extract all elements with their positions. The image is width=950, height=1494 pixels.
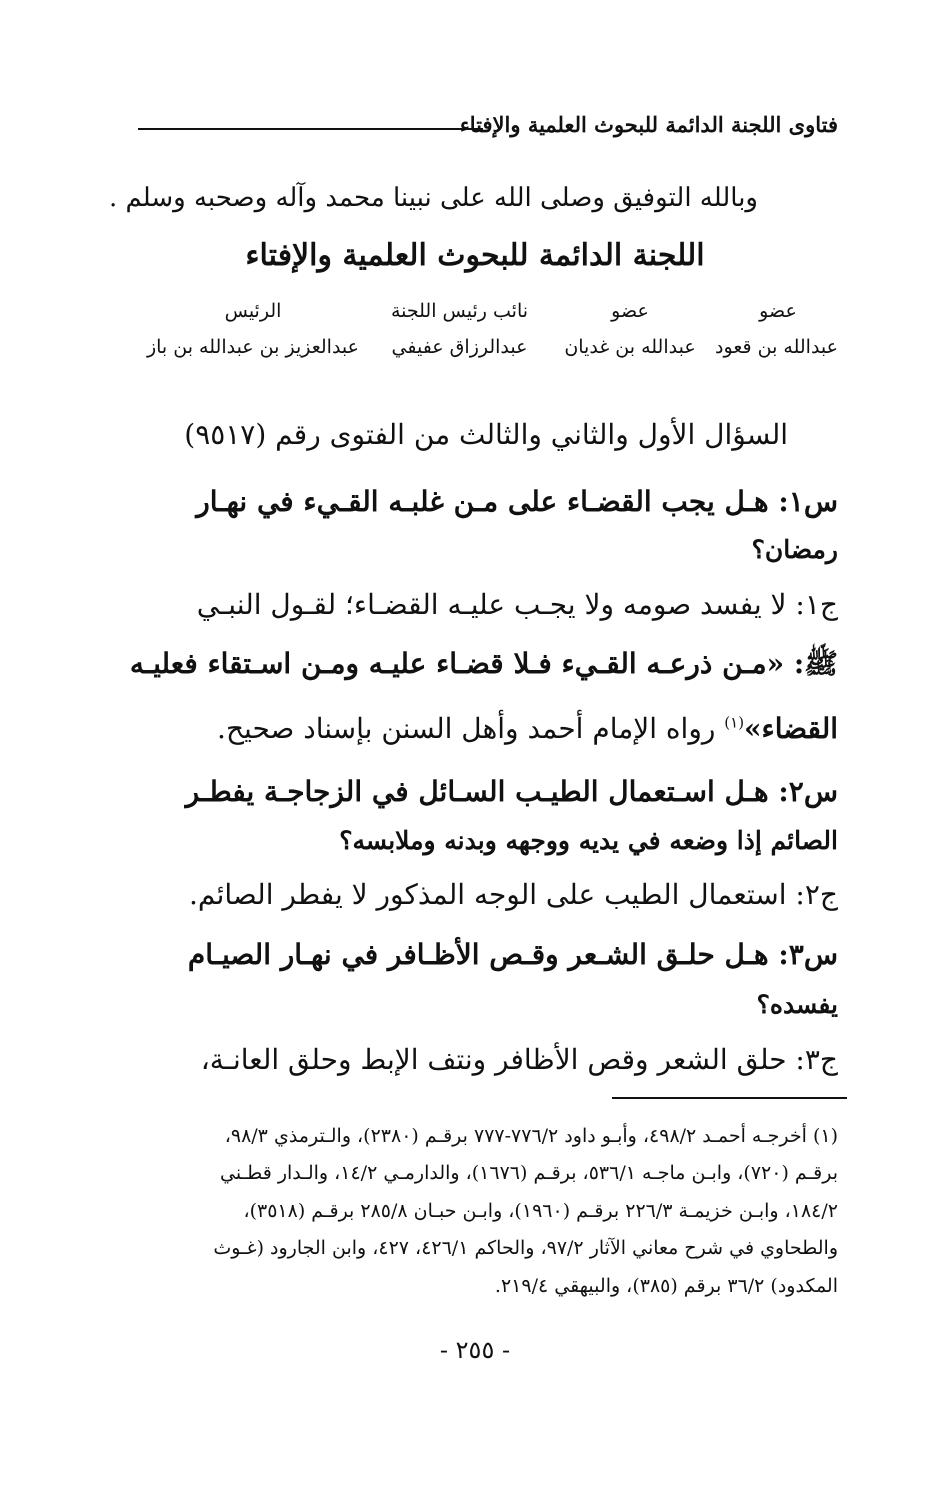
- fatwa-heading: السؤال الأول والثاني والثالث من الفتوى رقم (٩٥١٧): [184, 418, 788, 451]
- answer-2-line-1: ج٢: استعمال الطيب على الوجه المذكور لا يفطر الصائم.: [189, 878, 838, 911]
- hadith-end: القضاء»: [744, 712, 838, 745]
- running-header-title: فتاوى اللجنة الدائمة للبحوث العلمية والإفتاء: [459, 112, 838, 137]
- footnote-line-5: المكدود) ٣٦/٢ برقم (٣٨٥)، والبيهقي ٢١٩/٤.: [494, 1275, 838, 1297]
- signature-role: عضو: [759, 300, 797, 322]
- header-rule: [138, 128, 483, 130]
- footnote-rule: [612, 1097, 847, 1099]
- answer-3-line-1: ج٣: حلق الشعر وقص الأظافر ونتف الإبط وحلق العانـة،: [200, 1043, 838, 1076]
- signature-name: عبدالله بن غديان: [564, 336, 696, 358]
- signature-member-3: [372, 300, 547, 358]
- question-3-line-2: يفسده؟: [756, 990, 838, 1019]
- hadith-source: رواه الإمام أحمد وأهل السنن بإسناد صحيح.: [217, 712, 725, 745]
- question-2-line-1: س٢: هـل اسـتعمال الطيـب السـائل في الزجاجـة يفطـر: [185, 775, 838, 808]
- answer-1-line-1: ج١: لا يفسد صومه ولا يجـب عليـه القضـاء؛ لقـول النبـي: [196, 588, 838, 621]
- question-1-line-1: س١: هـل يجب القضـاء على مـن غلبـه القـيء في نهـار: [196, 485, 838, 518]
- footnote-line-1: (١) أخرجـه أحمـد ٤٩٨/٢، وأبـو داود ٧٧٦/٢-٧٧٧ برقـم (٢٣٨٠)، والـترمذي ٩٨/٣،: [224, 1125, 838, 1147]
- signature-member-1: [715, 300, 838, 358]
- question-2-line-2: الصائم إذا وضعه في يديه ووجهه وبدنه وملابسه؟: [339, 826, 838, 855]
- footnote-line-2: برقـم (٧٢٠)، وابـن ماجـه ٥٣٦/١، برقـم (١٦٧٦)، والدارمـي ١٤/٢، والـدار قطـني: [220, 1162, 838, 1184]
- signature-name: عبدالرزاق عفيفي: [391, 336, 528, 358]
- answer-1-line-2: ﷺ: «مـن ذرعـه القـيء فـلا قضـاء عليـه ومـن اسـتقاء فعليـه: [129, 647, 838, 680]
- footnote-ref: (١): [724, 713, 745, 732]
- signature-role: الرئيس: [224, 300, 282, 322]
- question-3-line-1: س٣: هـل حلـق الشـعر وقـص الأظـافر في نهـار الصيـام: [187, 938, 838, 971]
- page-number: - ٢٥٥ -: [439, 1336, 511, 1364]
- signature-role: عضو: [611, 300, 649, 322]
- question-1-line-2: رمضان؟: [751, 535, 838, 564]
- committee-title: اللجنة الدائمة للبحوث العلمية والإفتاء: [245, 238, 705, 273]
- closing-formula: وبالله التوفيق وصلى الله على نبينا محمد وآله وصحبه وسلم .: [108, 183, 758, 213]
- signature-member-2: [550, 300, 710, 358]
- signature-name: عبدالعزيز بن عبدالله بن باز: [146, 336, 360, 358]
- signature-name: عبدالله بن قعود: [715, 336, 838, 358]
- signature-role: نائب رئيس اللجنة: [390, 300, 529, 322]
- footnote-line-3: ١٨٤/٢، وابـن خزيمـة ٢٢٦/٣ برقـم (١٩٦٠)، وابـن حبـان ٢٨٥/٨ برقـم (٣٥١٨)،: [243, 1200, 838, 1222]
- footnote-line-4: والطحاوي في شرح معاني الآثار ٩٧/٢، والحاكم ٤٢٦/١، ٤٢٧، وابن الجارود (غـوث: [213, 1237, 838, 1259]
- signature-member-4: [138, 300, 368, 358]
- answer-1-line-3: [217, 712, 838, 745]
